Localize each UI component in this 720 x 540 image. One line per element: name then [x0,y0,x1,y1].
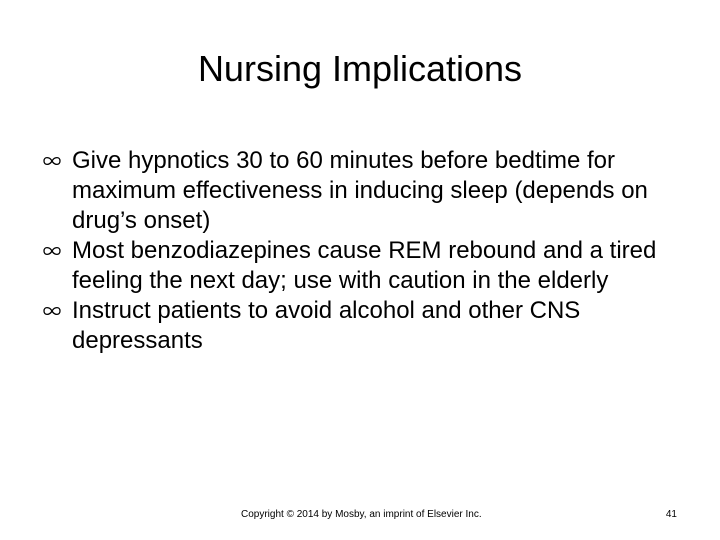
infinity-bullet-icon [42,245,62,257]
page-number: 41 [665,509,677,520]
copyright-notice: Copyright © 2014 by Mosby, an imprint of Elsevier Inc. [241,509,482,520]
bullet-list [42,146,692,356]
bullet-text: Instruct patients to avoid alcohol and other CNS depressants [72,297,581,354]
bullet-item [42,236,692,296]
infinity-bullet-icon [42,305,62,317]
bullet-text: Give hypnotics 30 to 60 minutes before bedtime for maximum effectiveness in inducing sleep (depends on drug’s onset) [72,147,648,234]
slide-footer [0,507,720,523]
infinity-bullet-icon [42,155,62,167]
bullet-item [42,296,692,356]
bullet-text: Most benzodiazepines cause REM rebound and a tired feeling the next day; use with caution in the elderly [72,237,657,294]
bullet-item [42,146,692,236]
slide-title: Nursing Implications [197,48,523,89]
